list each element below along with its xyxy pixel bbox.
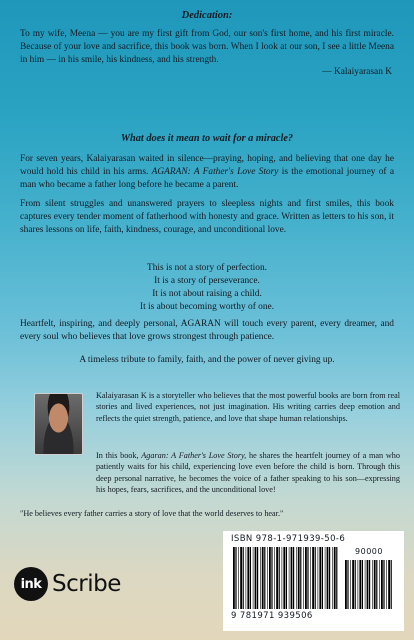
centered-line: It is a story of perseverance. — [154, 276, 260, 286]
dedication-text: To my wife, Meena — you are my first gift from God, our son's first home, and his first miracle. Because of your love and sacrifice, this book was born. When I look at our son, I see a little Meena in him — in his smile, his kindness, and his strength. — [20, 29, 394, 65]
dedication-signature: — Kalaiyarasan K — [322, 67, 392, 77]
publisher-logo-badge: ink — [14, 567, 48, 601]
tagline-question: What does it mean to wait for a miracle? — [120, 133, 294, 144]
bio-text: he shares the heartfelt journey of a man who patiently waits for his child, experiencing love even before the child is born. Through this deep personal narrative, he becomes the voice of a father speaking to his son—expressing his hopes, fears, sacrifices, and the unconditional love! — [96, 451, 400, 495]
synopsis-text: is the emotional journey of a man who became a father long before he became a parent. — [20, 167, 394, 190]
bio-text: In this book, — [96, 451, 142, 460]
barcode-bars — [233, 547, 339, 609]
publisher-logo — [14, 564, 121, 604]
synopsis-text: For seven years, Kalaiyarasan waited in silence—praying, hoping, and believing that one day he would hold his child in his arms. — [20, 154, 394, 177]
centered-line: It is about becoming worthy of one. — [139, 302, 275, 312]
author-bio-2 — [96, 450, 400, 496]
book-title-italic: AGARAN: A Father's Love Story — [151, 167, 279, 177]
centered-line: It is not about raising a child. — [152, 289, 262, 299]
publisher-logo-text: Scribe — [52, 571, 121, 597]
synopsis-paragraph-1 — [20, 153, 394, 192]
barcode-digits: 9 781971 939506 — [231, 611, 313, 621]
author-bio-1: Kalaiyarasan K is a storyteller who believes that the most powerful books are born from real stories and lived experiences, not just imagination. His writing carries deep emotion and reflects the quiet strength, patience, and love that shape human relationships. — [96, 391, 400, 423]
centered-line: This is not a story of perfection. — [146, 263, 268, 273]
isbn-barcode — [223, 531, 404, 631]
dedication-title: Dedication: — [181, 10, 233, 21]
price-code: 90000 — [355, 547, 383, 556]
synopsis-paragraph-2: From silent struggles and unanswered prayers to sleepless nights and first smiles, this book captures every tender moment of fatherhood with honesty and grace. Written as letters to his son, it shares lessons on life, faith, kindness, courage, and unconditional love. — [20, 199, 394, 235]
centered-lines — [0, 262, 414, 314]
author-photo — [34, 393, 83, 455]
synopsis-paragraph-3: Heartfelt, inspiring, and deeply personal, AGARAN will touch every parent, every dreamer, and every soul who believes that love grows strongest through patience. — [20, 319, 394, 342]
closing-line: A timeless tribute to family, faith, and the power of never giving up. — [79, 355, 335, 365]
price-barcode-bars — [345, 560, 393, 609]
book-title-italic: Agaran: A Father's Love Story, — [141, 451, 247, 460]
author-quote: "He believes every father carries a story of love that the world deserves to hear." — [20, 509, 284, 518]
isbn-text: ISBN 978-1-971939-50-6 — [231, 534, 346, 544]
